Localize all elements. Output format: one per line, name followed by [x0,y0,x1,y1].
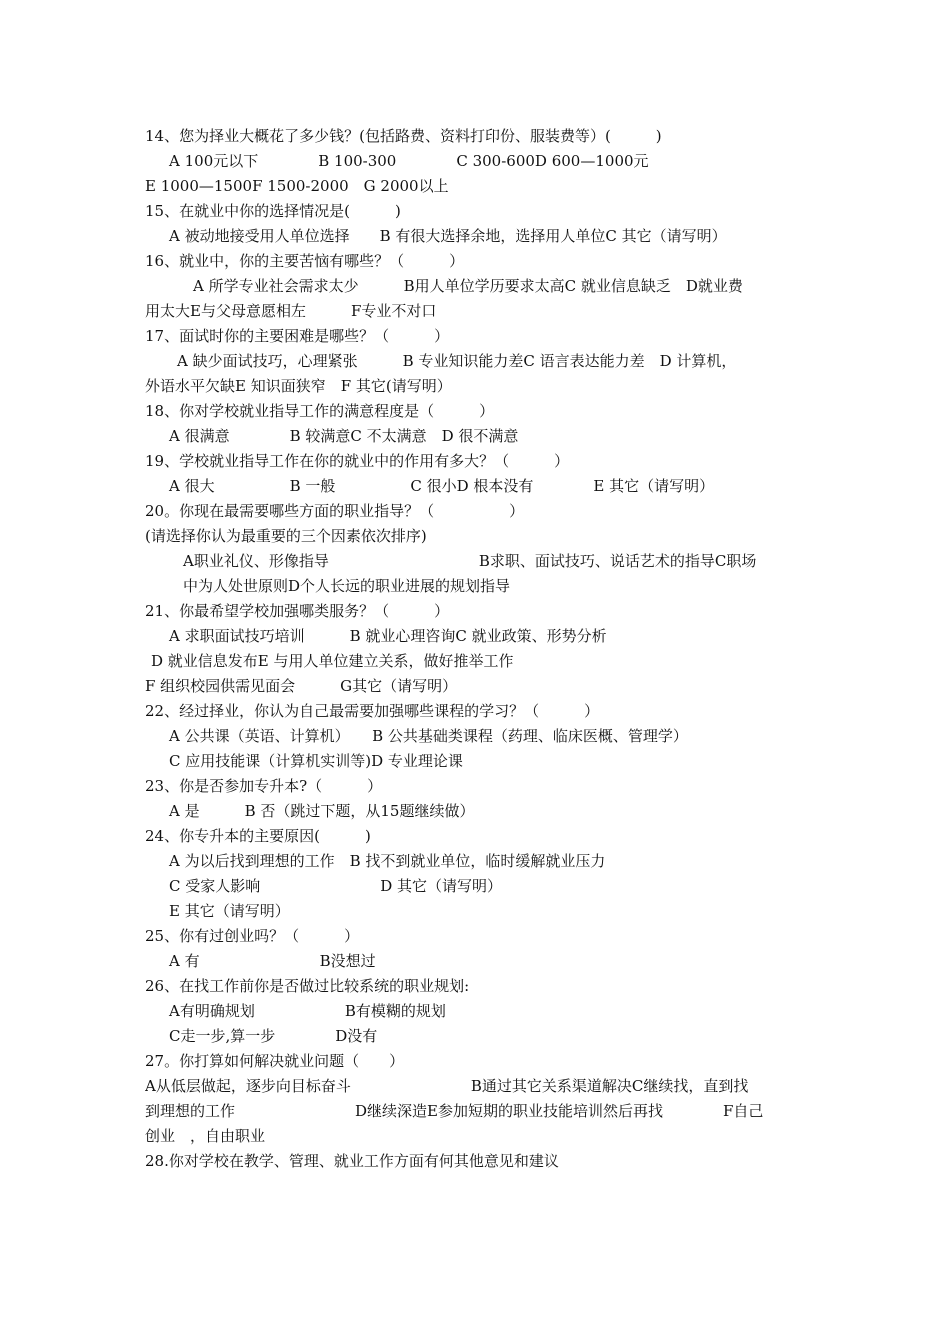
question-21-options-2: D 就业信息发布E 与用人单位建立关系，做好推举工作 [151,652,514,670]
question-25: 25、你有过创业吗？（ ） [145,927,360,945]
question-26-options-1: A有明确规划 B有模糊的规划 [169,1002,446,1020]
survey-questions [145,124,815,1174]
question-18: 18、你对学校就业指导工作的满意程度是（ ） [145,402,495,420]
question-20-options-1: A职业礼仪、形像指导 B求职、面试技巧、说话艺术的指导C职场 [183,552,757,570]
question-24-options-1: A 为以后找到理想的工作 B 找不到就业单位，临时缓解就业压力 [169,852,606,870]
question-27-options-1: A从低层做起，逐步向目标奋斗 B通过其它关系渠道解决C继续找，直到找 [145,1077,749,1095]
question-18-options: A 很满意 B 较满意C 不太满意 D 很不满意 [169,427,519,445]
question-19-options: A 很大 B 一般 C 很小D 根本没有 E 其它（请写明） [169,477,715,495]
question-14-options-1: A 100元以下 B 100-300 C 300-600D 600—1000元 [169,152,649,170]
question-16-options-2: 用太大E与父母意愿相左 F专业不对口 [145,302,437,320]
question-15-options: A 被动地接受用人单位选择 B 有很大选择余地，选择用人单位C 其它（请写明） [169,227,727,245]
question-14-options-2: E 1000—1500F 1500-2000 G 2000以上 [145,177,449,195]
question-27-options-3: 创业 ，自由职业 [145,1127,266,1145]
question-22: 22、经过择业，你认为自己最需要加强哪些课程的学习？（ ） [145,702,600,720]
question-17-options-1: A 缺少面试技巧，心理紧张 B 专业知识能力差C 语言表达能力差 D 计算机， [177,352,737,370]
question-23: 23、你是否参加专升本?（ ） [145,777,383,795]
question-23-options: A 是 B 否（跳过下题，从15题继续做） [169,802,475,820]
question-15: 15、在就业中你的选择情况是( ) [145,202,401,220]
question-20: 20。你现在最需要哪些方面的职业指导？（ ） [145,502,525,520]
question-27: 27。你打算如何解决就业问题（ ） [145,1052,405,1070]
question-26: 26、在找工作前你是否做过比较系统的职业规划: [145,977,470,995]
question-16-options-1: A 所学专业社会需求太少 B用人单位学历要求太高C 就业信息缺乏 D就业费 [193,277,743,295]
question-24-options-3: E 其它（请写明） [169,902,290,920]
question-17: 17、面试时你的主要困难是哪些？（ ） [145,327,450,345]
question-21: 21、你最希望学校加强哪类服务？（ ） [145,602,450,620]
question-25-options: A 有 B没想过 [169,952,376,970]
question-24: 24、你专升本的主要原因( ) [145,827,371,845]
question-14: 14、您为择业大概花了多少钱？(包括路费、资料打印份、服装费等）( ) [145,127,662,145]
question-27-options-2: 到理想的工作 D继续深造E参加短期的职业技能培训然后再找 F自己 [145,1102,764,1120]
question-20-options-2: 中为人处世原则D个人长远的职业进展的规划指导 [183,577,511,595]
question-21-options-3: F 组织校园供需见面会 G其它（请写明） [145,677,458,695]
question-22-options-1: A 公共课（英语、计算机） B 公共基础类课程（药理、临床医概、管理学） [169,727,688,745]
question-26-options-2: C走一步,算一步 D没有 [169,1027,378,1045]
question-16: 16、就业中，你的主要苦恼有哪些？（ ） [145,252,465,270]
question-17-options-2: 外语水平欠缺E 知识面狭窄 F 其它(请写明） [145,377,452,395]
question-20-instruction: (请选择你认为最重要的三个因素依次排序) [145,527,427,545]
question-22-options-2: C 应用技能课（计算机实训等)D 专业理论课 [169,752,463,770]
question-21-options-1: A 求职面试技巧培训 B 就业心理咨询C 就业政策、形势分析 [169,627,607,645]
question-19: 19、学校就业指导工作在你的就业中的作用有多大？（ ） [145,452,570,470]
question-28: 28.你对学校在教学、管理、就业工作方面有何其他意见和建议 [145,1152,559,1170]
question-24-options-2: C 受家人影响 D 其它（请写明） [169,877,503,895]
